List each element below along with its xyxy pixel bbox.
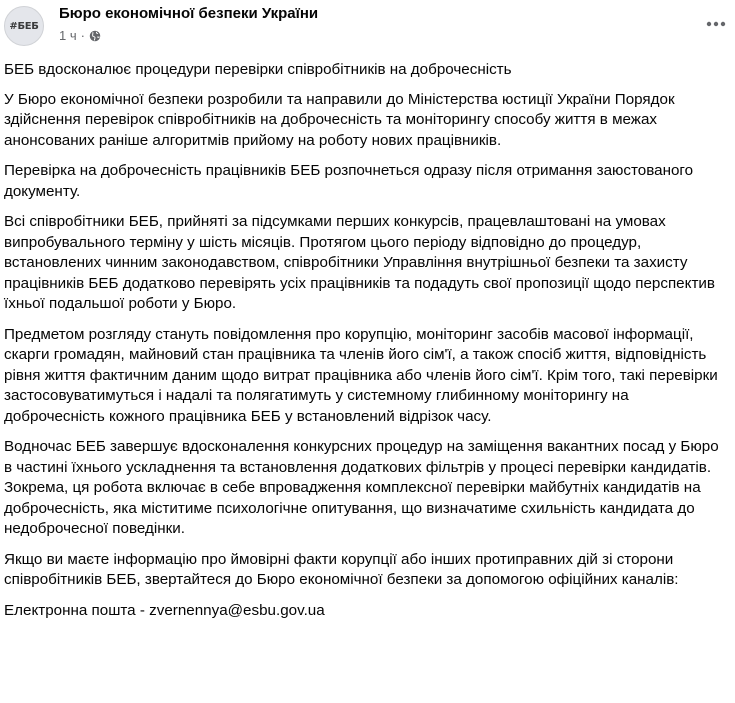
post-body xyxy=(4,60,728,631)
post-paragraph: Предметом розгляду стануть повідомлення про корупцію, моніторинг засобів масової інформації, скарги громадян, майновий стан працівника та членів його сім'ї, а також спосіб життя, відповідність рівня життя фактичним даним щодо витрат працівника або членів його сім'ї. Крім того, такі перевірки застосовуватимуться і надалі та полягатимуть у системному глибинному моніторингу на доброчесність кожного працівника БЕБ у встановлений відрізок часу. xyxy=(4,325,718,425)
more-options-button[interactable] xyxy=(701,8,731,38)
post-header xyxy=(4,4,731,48)
globe-icon[interactable] xyxy=(89,30,101,42)
more-options-icon xyxy=(706,14,726,32)
post-meta xyxy=(59,28,101,43)
post-paragraph: Якщо ви маєте інформацію про ймовірні факти корупції або інших протиправних дій зі сторони співробітників БЕБ, звертайтеся до Бюро економічної безпеки за допомогою офіційних каналів: xyxy=(4,550,679,588)
meta-separator: · xyxy=(80,28,85,43)
post-headline: БЕБ вдосконалює процедури перевірки співробітників на доброчесність xyxy=(4,61,512,78)
post-paragraph: У Бюро економічної безпеки розробили та направили до Міністерства юстиції України Порядок здійснення перевірок співробітників на доброчесність та моніторингу способу життя в межах анонсованих раніше алгоритмів прийому на роботу нових працівників. xyxy=(4,90,675,149)
contact-email-line: Електронна пошта - zvernennya@esbu.gov.ua xyxy=(4,601,325,619)
avatar-logo-text: #БЕБ xyxy=(9,20,39,32)
avatar[interactable] xyxy=(4,6,44,46)
post-paragraph: Водночас БЕБ завершує вдосконалення конкурсних процедур на заміщення вакантних посад у Бюро в частині їхнього ускладнення та встановлення додаткових фільтрів у процесі перевірки кандидатів. Зокрема, ця робота включає в себе впровадження комплексної перевірки майбутніх кандидатів на доброчесність, яка міститиме психологічне опитування, що визначатиме схильність кандидата до недоброчесної поведінки. xyxy=(4,438,719,537)
page-name-link[interactable]: Бюро економічної безпеки України xyxy=(59,5,319,22)
post-paragraph: Перевірка на доброчесність працівників БЕБ розпочнеться одразу після отримання заюстованого документу. xyxy=(4,162,694,200)
post-timestamp[interactable]: 1 ч xyxy=(59,28,77,43)
post-paragraph: Всі співробітники БЕБ, прийняті за підсумками перших конкурсів, працевлаштовані на умовах випробувального терміну у шість місяців. Протягом цього періоду відповідно до процедур, встановлених чинним законодавством, співробітники Управління внутрішньої безпеки та захисту працівників БЕБ додатково перевірять усіх працівників та подадуть свої пропозиції щодо перспектив їхньої подальшої роботи у Бюро. xyxy=(4,213,715,312)
